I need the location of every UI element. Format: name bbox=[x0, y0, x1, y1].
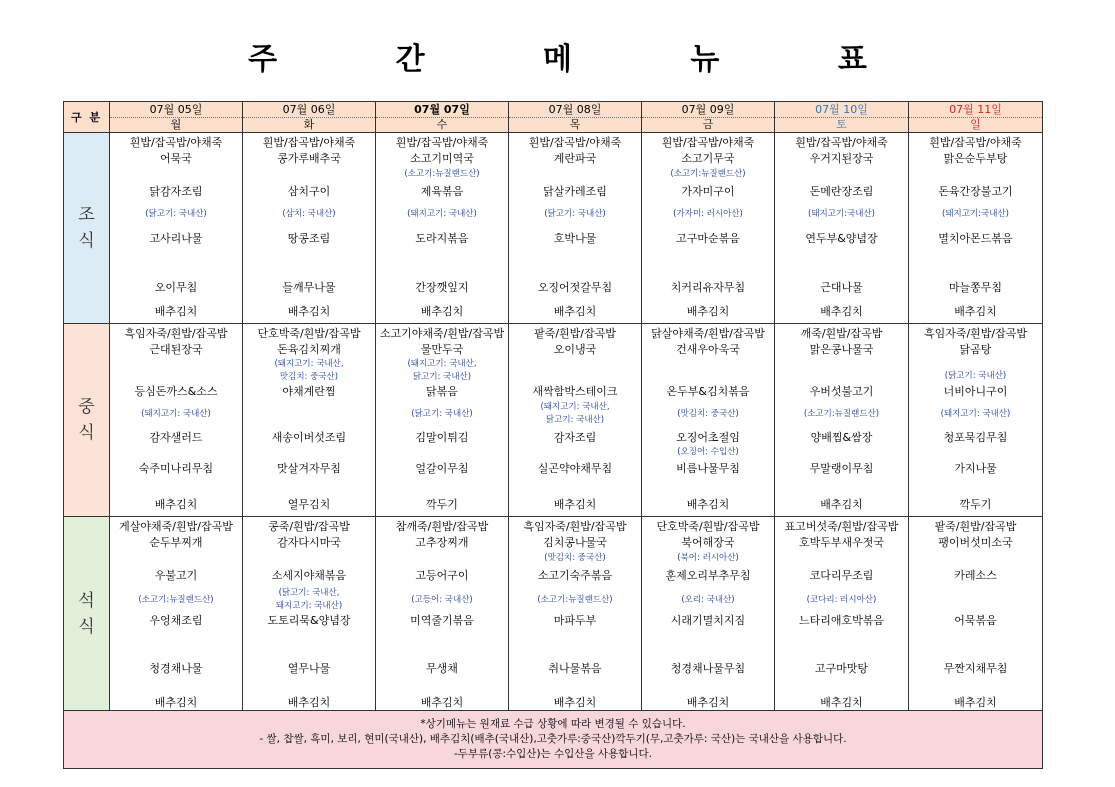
day-header bbox=[376, 102, 509, 133]
meal-label-dinner bbox=[64, 517, 110, 711]
menu-item: 배추김치 bbox=[154, 696, 198, 709]
menu-item: 닭감자조림 bbox=[149, 185, 203, 198]
day-weekday: 화 bbox=[303, 118, 315, 131]
origin-note: (삼치: 국내산) bbox=[282, 209, 336, 219]
menu-cell bbox=[775, 133, 909, 324]
footer-line: -두부류(콩:수입산)는 수입산을 사용합니다. bbox=[454, 748, 652, 760]
menu-item: 양배찜&쌈장 bbox=[810, 431, 873, 444]
menu-item: 들깨무나물 bbox=[282, 281, 336, 294]
menu-item: 비름나물무침 bbox=[676, 462, 740, 475]
menu-item: 팥죽/흰밥/잡곡밥 bbox=[534, 327, 616, 340]
menu-item: 맛살겨자무침 bbox=[277, 462, 341, 475]
menu-item: 너비아니구이 bbox=[943, 385, 1008, 398]
origin-note: (고등어: 국내산) bbox=[411, 595, 473, 605]
day-weekday: 월 bbox=[170, 118, 182, 131]
day-date: 07월 10일 bbox=[775, 102, 908, 118]
menu-item: 오징어초절임 bbox=[676, 431, 740, 444]
origin-note: (돼지고기: 국내산, bbox=[540, 402, 610, 412]
day-date: 07월 08일 bbox=[509, 102, 641, 118]
menu-item: 단호박죽/흰밥/잡곡밥 bbox=[257, 327, 361, 340]
menu-item: 흑임자죽/흰밥/잡곡밥 bbox=[923, 327, 1028, 340]
menu-item: 소고기숙주볶음 bbox=[537, 569, 613, 582]
menu-item: 가자미구이 bbox=[681, 185, 735, 198]
origin-note: (소고기:뉴질랜드산) bbox=[138, 595, 214, 605]
menu-item: 흰밥/잡곡밥/야채죽 bbox=[795, 136, 888, 149]
menu-item: 흑임자죽/흰밥/잡곡밥 bbox=[523, 520, 627, 533]
menu-item: 배추김치 bbox=[820, 305, 863, 318]
menu-cell bbox=[110, 517, 243, 711]
origin-note: (소고기:뉴질랜드산) bbox=[537, 595, 613, 605]
menu-item: 배추김치 bbox=[686, 305, 730, 318]
gubun-header: 구 분 bbox=[64, 102, 110, 133]
meal-label-text: 석 식 bbox=[78, 590, 95, 637]
menu-item: 오이무침 bbox=[154, 281, 198, 294]
header-row bbox=[64, 102, 1043, 133]
menu-item: 도라지볶음 bbox=[415, 232, 469, 245]
menu-cell bbox=[509, 133, 642, 324]
menu-item: 소고기무국 bbox=[681, 152, 735, 165]
menu-item: 고사리나물 bbox=[149, 232, 203, 245]
menu-item: 땅콩조림 bbox=[287, 232, 331, 245]
menu-item: 근대된장국 bbox=[149, 343, 203, 356]
menu-item: 돈메란장조림 bbox=[809, 185, 874, 198]
menu-item: 배추김치 bbox=[686, 696, 730, 709]
menu-item: 무말랭이무침 bbox=[809, 462, 874, 475]
origin-note: (돼지고기:국내산) bbox=[942, 209, 1009, 219]
menu-item: 등심돈까스&소스 bbox=[134, 385, 218, 398]
menu-cell bbox=[243, 133, 376, 324]
day-header-saturday bbox=[775, 102, 909, 133]
footer-notice bbox=[64, 711, 1043, 769]
menu-item: 물만두국 bbox=[420, 343, 464, 356]
menu-item: 맑은순두부탕 bbox=[943, 152, 1008, 165]
menu-item: 배추김치 bbox=[287, 305, 331, 318]
menu-item: 새싹함박스테이크 bbox=[532, 385, 618, 398]
menu-item: 느타리애호박볶음 bbox=[798, 614, 884, 627]
menu-item: 호박나물 bbox=[553, 232, 597, 245]
day-header bbox=[509, 102, 642, 133]
menu-item: 무생채 bbox=[426, 662, 458, 675]
menu-item: 오이냉국 bbox=[553, 343, 597, 356]
menu-cell bbox=[376, 517, 509, 711]
menu-cell bbox=[775, 324, 909, 517]
menu-item: 청경채나물무침 bbox=[670, 662, 746, 675]
menu-cell bbox=[110, 324, 243, 517]
origin-note: (소고기:뉴질랜드산) bbox=[670, 169, 746, 179]
menu-item: 배추김치 bbox=[820, 498, 863, 511]
menu-item: 취나물볶음 bbox=[548, 662, 602, 675]
menu-item: 팽이버섯미소국 bbox=[938, 536, 1013, 549]
menu-cell bbox=[909, 324, 1043, 517]
menu-item: 배추김치 bbox=[553, 305, 597, 318]
menu-item: 단호박죽/흰밥/잡곡밥 bbox=[656, 520, 760, 533]
menu-item: 감자샐러드 bbox=[149, 431, 203, 444]
day-date: 07월 07일 bbox=[376, 102, 508, 118]
menu-cell bbox=[509, 517, 642, 711]
menu-item: 배추김치 bbox=[553, 696, 597, 709]
origin-note: (닭고기: 국내산) bbox=[411, 409, 473, 419]
menu-item: 우불고기 bbox=[154, 569, 198, 582]
day-weekday: 금 bbox=[702, 118, 714, 131]
menu-item: 소고기미역국 bbox=[410, 152, 474, 165]
lunch-row bbox=[64, 324, 1043, 517]
menu-item: 김말이튀김 bbox=[415, 431, 469, 444]
menu-item: 배추김치 bbox=[154, 498, 198, 511]
menu-item: 우거지된장국 bbox=[809, 152, 874, 165]
menu-item: 팥죽/흰밥/잡곡밥 bbox=[934, 520, 1017, 533]
meal-label-text: 조 식 bbox=[78, 205, 95, 251]
menu-item: 닭살야채죽/흰밥/잡곡밥 bbox=[651, 327, 765, 340]
menu-item: 배추김치 bbox=[954, 696, 997, 709]
menu-item: 고추장찌개 bbox=[415, 536, 469, 549]
origin-note: (돼지고기: 국내산) bbox=[407, 209, 477, 219]
page-title: 주 간 메 뉴 표 bbox=[248, 42, 921, 77]
origin-note: (돼지고기: 국내산, bbox=[407, 359, 477, 369]
menu-cell bbox=[376, 133, 509, 324]
origin-note: (소고기:뉴질랜드산) bbox=[404, 169, 480, 179]
menu-item: 참깨죽/흰밥/잡곡밥 bbox=[395, 520, 489, 533]
menu-item: 우엉채조림 bbox=[149, 614, 203, 627]
menu-item: 배추김치 bbox=[686, 498, 730, 511]
menu-item: 열무김치 bbox=[287, 498, 331, 511]
menu-item: 제육볶음 bbox=[420, 185, 464, 198]
menu-cell bbox=[243, 324, 376, 517]
menu-item: 깍두기 bbox=[959, 498, 992, 511]
menu-item: 고구마맛탕 bbox=[814, 662, 869, 675]
menu-item: 콩죽/흰밥/잡곡밥 bbox=[268, 520, 350, 533]
menu-item: 숙주미나리무침 bbox=[138, 462, 214, 475]
meal-label-lunch bbox=[64, 324, 110, 517]
menu-item: 배추김치 bbox=[820, 696, 863, 709]
origin-note: (닭고기: 국내산) bbox=[944, 371, 1007, 381]
menu-item: 멸치아몬드볶음 bbox=[938, 232, 1013, 245]
menu-item: 깍두기 bbox=[426, 498, 458, 511]
day-date: 07월 06일 bbox=[243, 102, 375, 118]
menu-item: 소고기야채죽/흰밥/잡곡밥 bbox=[379, 327, 505, 340]
menu-item: 흰밥/잡곡밥/야채죽 bbox=[262, 136, 356, 149]
menu-item: 어묵국 bbox=[160, 152, 192, 165]
menu-item: 배추김치 bbox=[287, 696, 331, 709]
menu-item: 치커리유자무침 bbox=[670, 281, 746, 294]
menu-item: 청경채나물 bbox=[149, 662, 203, 675]
origin-note: (코다리: 러시아산) bbox=[806, 595, 877, 605]
menu-item: 돈육김치찌개 bbox=[277, 343, 341, 356]
day-date: 07월 05일 bbox=[110, 102, 242, 118]
menu-item: 흰밥/잡곡밥/야채죽 bbox=[129, 136, 223, 149]
menu-item: 소세지야채볶음 bbox=[271, 569, 347, 582]
menu-item: 맑은콩나물국 bbox=[809, 343, 874, 356]
menu-item: 시래기멸치지짐 bbox=[670, 614, 746, 627]
menu-item: 콩가루배추국 bbox=[277, 152, 341, 165]
menu-cell bbox=[642, 133, 775, 324]
menu-item: 배추김치 bbox=[954, 305, 997, 318]
menu-item: 순두부찌개 bbox=[149, 536, 203, 549]
origin-note: (닭고기: 국내산, bbox=[278, 588, 340, 598]
dinner-row bbox=[64, 517, 1043, 711]
origin-note: 돼지고기: 국내산) bbox=[275, 601, 343, 611]
origin-note: (돼지고기: 국내산) bbox=[940, 409, 1011, 419]
origin-note: (돼지고기: 국내산) bbox=[141, 409, 211, 419]
origin-note: (북어: 러시아산) bbox=[677, 553, 739, 563]
menu-item: 고등어구이 bbox=[415, 569, 469, 582]
menu-item: 야채계란찜 bbox=[282, 385, 336, 398]
menu-item: 간장깻잎지 bbox=[415, 281, 469, 294]
menu-item: 어묵볶음 bbox=[954, 614, 997, 627]
menu-item: 북어해장국 bbox=[681, 536, 735, 549]
menu-cell bbox=[110, 133, 243, 324]
menu-item: 감자조림 bbox=[553, 431, 597, 444]
origin-note: (돼지고기:국내산) bbox=[808, 209, 875, 219]
origin-note: (닭고기: 국내산) bbox=[145, 209, 207, 219]
origin-note: (가자미: 러시아산) bbox=[673, 209, 743, 219]
menu-item: 마파두부 bbox=[553, 614, 597, 627]
menu-item: 도토리묵&양념장 bbox=[267, 614, 351, 627]
menu-item: 흑임자죽/흰밥/잡곡밥 bbox=[124, 327, 228, 340]
day-header-sunday bbox=[909, 102, 1043, 133]
day-weekday: 목 bbox=[569, 118, 581, 131]
menu-item: 실곤약야채무침 bbox=[537, 462, 613, 475]
menu-item: 얼갈이무침 bbox=[415, 462, 469, 475]
menu-item: 배추김치 bbox=[420, 696, 464, 709]
menu-item: 연두부&양념장 bbox=[805, 232, 878, 245]
menu-item: 새송이버섯조림 bbox=[271, 431, 347, 444]
day-header bbox=[642, 102, 775, 133]
footer-line: *상기메뉴는 원재료 수급 상황에 따라 변경될 수 있습니다. bbox=[420, 718, 686, 730]
menu-item: 온두부&김치볶음 bbox=[666, 385, 750, 398]
meal-label-breakfast bbox=[64, 133, 110, 324]
menu-item: 닭곰탕 bbox=[959, 343, 992, 356]
origin-note: (맛김치: 중국산) bbox=[544, 553, 606, 563]
menu-item: 카레소스 bbox=[954, 569, 997, 582]
menu-item: 우버섯불고기 bbox=[809, 385, 874, 398]
menu-item: 깨죽/흰밥/잡곡밥 bbox=[800, 327, 883, 340]
menu-item: 근대나물 bbox=[820, 281, 863, 294]
origin-note: (소고기:뉴질랜드산) bbox=[803, 409, 880, 419]
menu-item: 청포묵김무침 bbox=[943, 431, 1008, 444]
menu-item: 배추김치 bbox=[553, 498, 597, 511]
origin-note: (닭고기: 국내산) bbox=[544, 209, 606, 219]
footer-row bbox=[64, 711, 1043, 769]
menu-cell bbox=[642, 517, 775, 711]
menu-cell bbox=[909, 517, 1043, 711]
menu-item: 열무나물 bbox=[287, 662, 331, 675]
day-weekday: 수 bbox=[436, 118, 448, 131]
weekly-menu-table bbox=[63, 101, 1043, 769]
menu-item: 닭살카레조림 bbox=[543, 185, 607, 198]
menu-item: 무짠지채무침 bbox=[943, 662, 1008, 675]
menu-item: 오징어젓갈무침 bbox=[537, 281, 613, 294]
menu-item: 가지나물 bbox=[954, 462, 997, 475]
origin-note: (돼지고기: 국내산, bbox=[274, 359, 344, 369]
origin-note: (맛김치: 중국산) bbox=[677, 409, 739, 419]
menu-item: 코다리무조림 bbox=[809, 569, 874, 582]
day-date: 07월 09일 bbox=[642, 102, 774, 118]
origin-note: 맛김치: 중국산) bbox=[279, 372, 339, 382]
menu-item: 흰밥/잡곡밥/야채죽 bbox=[395, 136, 489, 149]
day-weekday: 토 bbox=[836, 118, 847, 131]
menu-item: 흰밥/잡곡밥/야채죽 bbox=[661, 136, 755, 149]
menu-item: 미역줄기볶음 bbox=[410, 614, 474, 627]
origin-note: (오리: 국내산) bbox=[681, 595, 735, 605]
menu-item: 김치콩나물국 bbox=[543, 536, 607, 549]
menu-item: 게살야채죽/흰밥/잡곡밥 bbox=[119, 520, 233, 533]
menu-item: 마늘쫑무침 bbox=[948, 281, 1003, 294]
menu-cell bbox=[509, 324, 642, 517]
day-weekday: 일 bbox=[970, 118, 981, 131]
day-header bbox=[243, 102, 376, 133]
origin-note: (오징어: 수입산) bbox=[677, 447, 739, 457]
menu-item: 고구마순볶음 bbox=[676, 232, 740, 245]
menu-item: 표고버섯죽/흰밥/잡곡밥 bbox=[784, 520, 899, 533]
menu-item: 흰밥/잡곡밥/야채죽 bbox=[528, 136, 622, 149]
menu-item: 배추김치 bbox=[154, 305, 198, 318]
origin-note: 닭고기: 국내산) bbox=[545, 415, 605, 425]
menu-item: 닭볶음 bbox=[426, 385, 458, 398]
menu-item: 돈육간장불고기 bbox=[938, 185, 1013, 198]
day-header bbox=[110, 102, 243, 133]
menu-item: 훈제오리부추무침 bbox=[665, 569, 751, 582]
menu-cell bbox=[642, 324, 775, 517]
breakfast-row bbox=[64, 133, 1043, 324]
menu-item: 삼치구이 bbox=[287, 185, 331, 198]
footer-line: - 쌀, 찹쌀, 흑미, 보리, 현미(국내산), 배추김치(배추(국내산),고춧가루:중국산)깍두기(무,고춧가루: 국산)는 국내산을 사용합니다. bbox=[259, 733, 847, 745]
menu-cell bbox=[376, 324, 509, 517]
menu-item: 감자다시마국 bbox=[277, 536, 341, 549]
menu-item: 호박두부새우젓국 bbox=[798, 536, 884, 549]
menu-item: 흰밥/잡곡밥/야채죽 bbox=[929, 136, 1022, 149]
meal-label-text: 중 식 bbox=[78, 397, 95, 443]
menu-item: 계란파국 bbox=[553, 152, 597, 165]
menu-item: 배추김치 bbox=[420, 305, 464, 318]
menu-cell bbox=[909, 133, 1043, 324]
menu-cell bbox=[243, 517, 376, 711]
menu-item: 건새우아욱국 bbox=[676, 343, 740, 356]
day-date: 07월 11일 bbox=[909, 102, 1042, 118]
menu-cell bbox=[775, 517, 909, 711]
origin-note: 닭고기: 국내산) bbox=[412, 372, 472, 382]
